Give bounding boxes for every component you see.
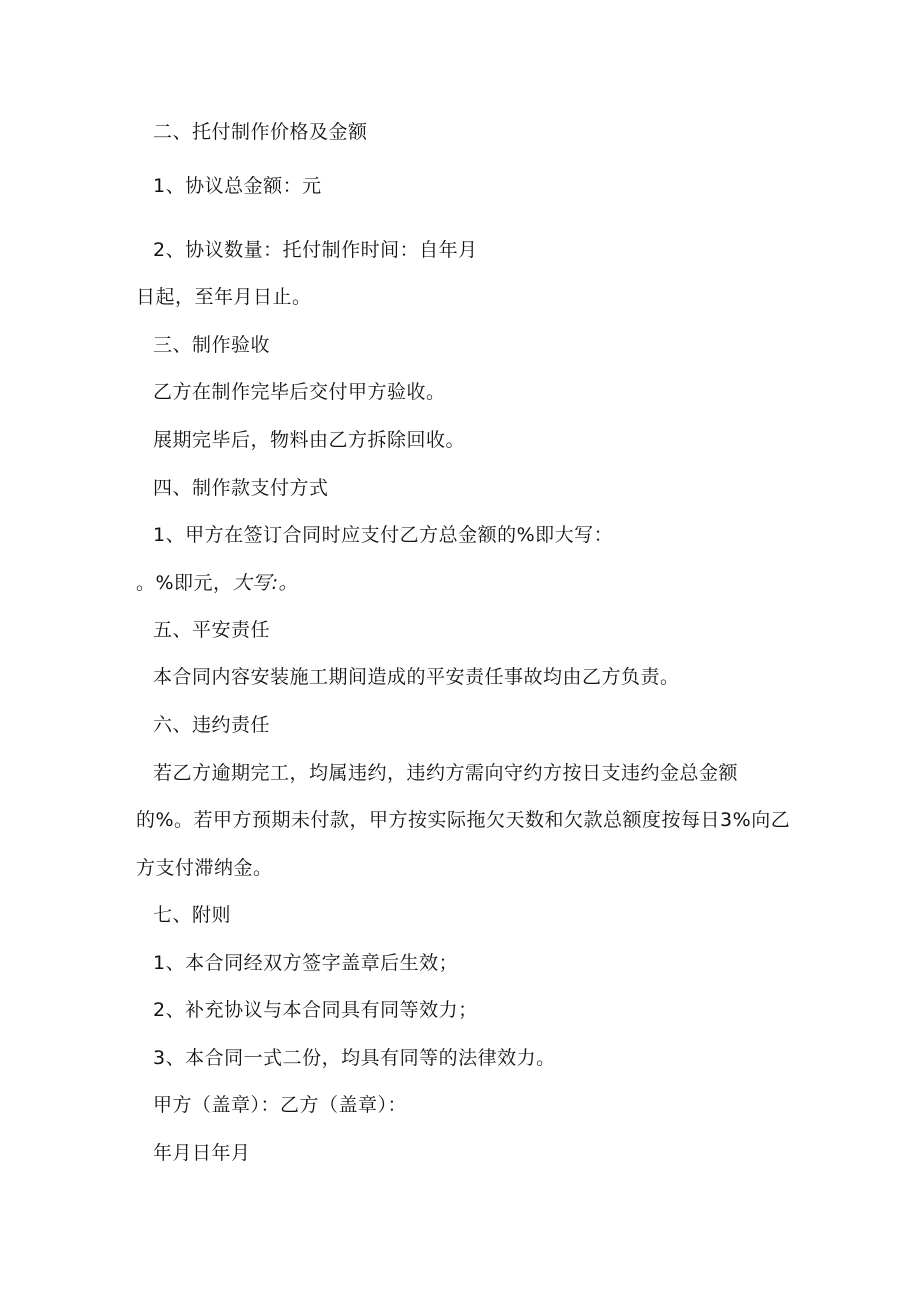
section-3-paragraph-1: 乙方在制作完毕后交付甲方验收。: [153, 381, 446, 403]
section-2-item-2: 2、协议数量：托付制作时间：自年月: [153, 239, 478, 261]
section-7-item-2: 2、补充协议与本合同具有同等效力；: [153, 999, 478, 1021]
section-2-heading: 二、托付制作价格及金额: [153, 121, 368, 143]
capital-amount-text: 大写:。: [232, 572, 298, 594]
section-5-paragraph-1: 本合同内容安装施工期间造成的平安责任事故均由乙方负责。: [153, 666, 680, 688]
section-2-item-2-continued: 日起，至年月日止。: [136, 286, 312, 308]
section-7-item-3: 3、本合同一式二份，均具有同等的法律效力。: [153, 1047, 556, 1069]
signature-line: 甲方（盖章）：乙方（盖章）：: [153, 1094, 408, 1116]
section-6-paragraph-1-continued: 的%。若甲方预期未付款，甲方按实际拖欠天数和欠款总额度按每日3%向乙: [136, 809, 791, 831]
section-4-heading: 四、制作款支付方式: [153, 477, 329, 499]
section-6-paragraph-1: 若乙方逾期完工，均属违约，违约方需向守约方按日支违约金总金额: [153, 762, 739, 784]
section-6-paragraph-1-continued-2: 方支付滞纳金。: [136, 857, 273, 879]
section-7-item-1: 1、本合同经双方签字盖章后生效；: [153, 952, 459, 974]
section-2-item-1: 1、协议总金额：元: [153, 175, 322, 197]
section-3-heading: 三、制作验收: [153, 334, 271, 356]
section-6-heading: 六、违约责任: [153, 714, 271, 736]
section-4-item-1: 1、甲方在签订合同时应支付乙方总金额的%即大写：: [153, 524, 614, 546]
amount-text: 。%即元，: [136, 572, 233, 594]
section-5-heading: 五、平安责任: [153, 619, 271, 641]
date-line: 年月日年月: [153, 1142, 251, 1164]
section-4-item-1-continued: [136, 571, 298, 595]
section-3-paragraph-2: 展期完毕后，物料由乙方拆除回收。: [153, 429, 466, 451]
section-7-heading: 七、附则: [153, 904, 232, 926]
